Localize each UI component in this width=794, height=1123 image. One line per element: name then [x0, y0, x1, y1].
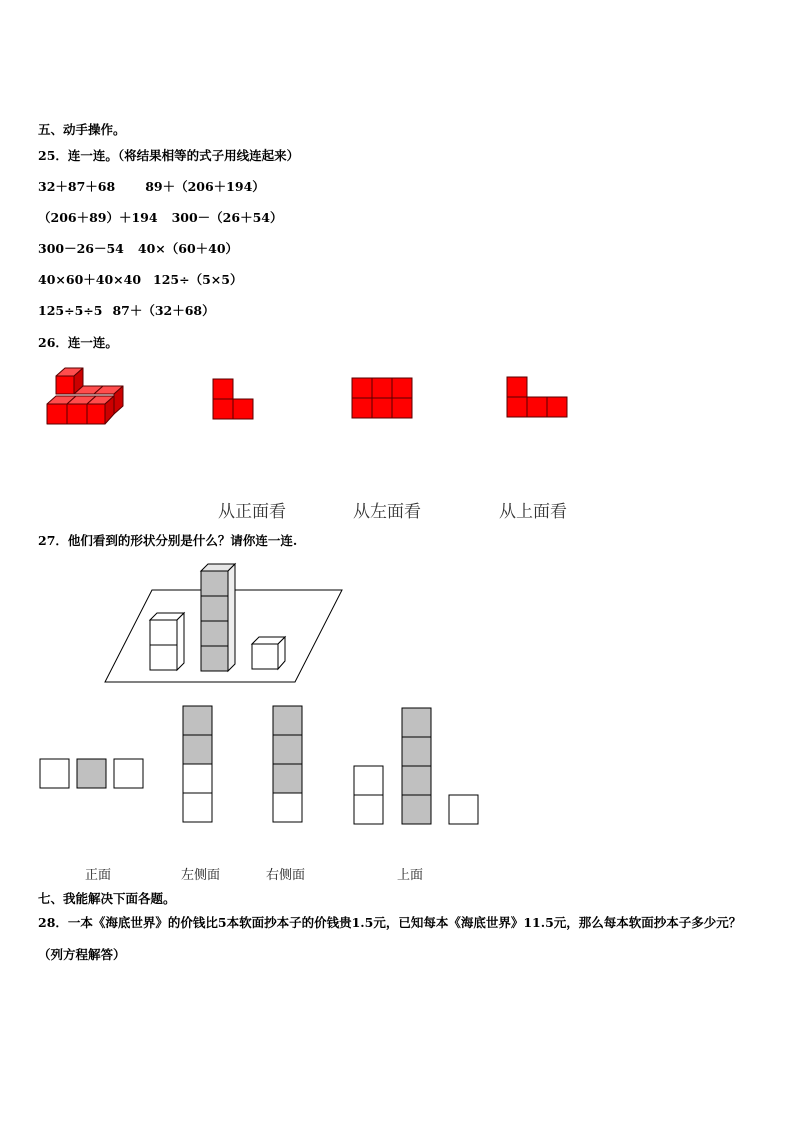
gray-cube-tower — [201, 564, 235, 671]
expr-left-2: （206＋89）＋194 — [38, 210, 158, 225]
q26-title: 26．连一连。 — [38, 335, 118, 350]
shape-right-view — [273, 706, 302, 822]
white-cube-stack — [150, 613, 184, 670]
expr-right-5: 87＋（32＋68） — [112, 303, 215, 318]
q27-title: 27．他们看到的形状分别是什么？请你连一连. — [38, 533, 298, 548]
expr-left-1: 32＋87＋68 — [38, 179, 116, 194]
expr-left-5: 125÷5÷5 — [38, 303, 103, 318]
shape-front-view — [40, 759, 143, 788]
section-five-heading: 五、动手操作。 — [38, 122, 126, 137]
expr-left-3: 300－26－54 — [38, 241, 124, 256]
label-zuoce: 左侧面 — [181, 868, 221, 883]
view-label-top: 从上面看 — [499, 502, 567, 522]
label-zhengmian: 正面 — [85, 868, 112, 883]
single-white-cube — [252, 637, 285, 669]
expr-right-1: 89＋（206＋194） — [145, 179, 265, 194]
view-label-left: 从左面看 — [353, 502, 421, 522]
label-youce: 右侧面 — [266, 868, 306, 883]
expr-right-4: 125÷（5×5） — [153, 272, 243, 287]
shape-top-view — [354, 708, 478, 824]
q25-title: 25．连一连。（将结果相等的式子用线连起来） — [38, 148, 300, 163]
q28-problem: 28．一本《海底世界》的价钱比5本软面抄本子的价钱贵1.5元，已知每本《海底世界》11.5元，那么每本软面抄本子多少元？（列方程解答） — [38, 915, 742, 962]
expr-right-2: 300－（26＋54） — [171, 210, 283, 225]
view-label-front: 从正面看 — [218, 502, 286, 522]
section-seven-heading: 七、我能解决下面各题。 — [38, 891, 176, 906]
expr-left-4: 40×60＋40×40 — [38, 272, 142, 287]
shape-left-view — [183, 706, 212, 822]
expr-right-3: 40×（60＋40） — [137, 241, 239, 256]
label-shangmian: 上面 — [397, 868, 424, 883]
